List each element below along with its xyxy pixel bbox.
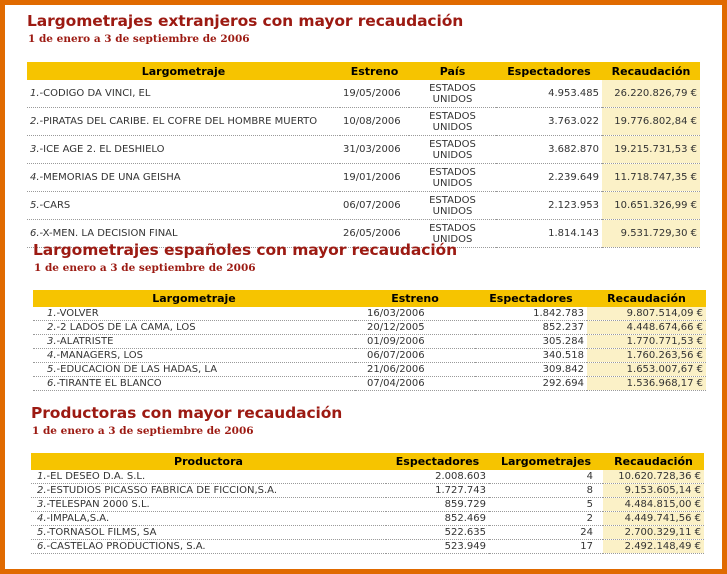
revenue-cell: 4.448.674,66 € — [587, 321, 706, 335]
name-cell — [27, 164, 340, 192]
release-date-cell: 20/12/2005 — [355, 321, 475, 335]
viewers-cell: 1.814.143 — [496, 220, 602, 248]
viewers-cell: 1.842.783 — [475, 307, 587, 321]
title-text: -ESTUDIOS PICASSO FABRICA DE FICCION,S.A. — [46, 484, 277, 496]
table-row — [33, 363, 706, 377]
revenue-cell: 1.770.771,53 € — [587, 335, 706, 349]
viewers-cell: 340.518 — [475, 349, 587, 363]
table-row — [33, 307, 706, 321]
title-text: -CASTELAO PRODUCTIONS, S.A. — [46, 540, 206, 552]
revenue-cell: 26.220.826,79 € — [602, 80, 700, 108]
name-cell — [33, 321, 355, 335]
country-cell: ESTADOS UNIDOS — [409, 164, 496, 192]
release-date-cell: 21/06/2006 — [355, 363, 475, 377]
rank-index: 1. — [47, 307, 57, 319]
header-espectadores: Espectadores — [386, 453, 489, 470]
title-text: -TORNASOL FILMS, SA — [46, 526, 157, 538]
viewers-cell: 522.635 — [386, 526, 489, 540]
name-cell — [33, 349, 355, 363]
name-cell — [27, 108, 340, 136]
table-row — [33, 335, 706, 349]
table-row — [31, 512, 704, 526]
country-cell: ESTADOS UNIDOS — [409, 136, 496, 164]
header-estreno: Estreno — [355, 290, 475, 307]
header-largometraje: Largometraje — [33, 290, 355, 307]
name-cell — [31, 484, 386, 498]
name-cell — [31, 470, 386, 484]
producers-table — [31, 453, 704, 554]
films-count-cell: 5 — [489, 498, 603, 512]
title-text: -TELESPAN 2000 S.L. — [46, 498, 150, 510]
rank-index: 6. — [30, 228, 40, 239]
viewers-cell: 4.953.485 — [496, 80, 602, 108]
release-date-cell: 19/01/2006 — [340, 164, 409, 192]
table-row — [31, 470, 704, 484]
header-espectadores: Espectadores — [496, 62, 602, 80]
revenue-cell: 1.536.968,17 € — [587, 377, 706, 391]
viewers-cell: 292.694 — [475, 377, 587, 391]
films-count-cell: 17 — [489, 540, 603, 554]
revenue-cell: 9.531.729,30 € — [602, 220, 700, 248]
header-largometrajes: Largometrajes — [489, 453, 603, 470]
rank-index: 6. — [37, 540, 47, 552]
section2-title: Largometrajes españoles con mayor recaudación — [33, 241, 458, 259]
name-cell — [27, 192, 340, 220]
viewers-cell: 2.239.649 — [496, 164, 602, 192]
name-cell — [33, 377, 355, 391]
rank-index: 1. — [30, 88, 40, 99]
rank-index: 4. — [30, 172, 40, 183]
rank-index: 3. — [47, 335, 57, 347]
revenue-cell: 1.653.007,67 € — [587, 363, 706, 377]
title-text: -MEMORIAS DE UNA GEISHA — [39, 172, 181, 183]
viewers-cell: 1.727.743 — [386, 484, 489, 498]
revenue-cell: 11.718.747,35 € — [602, 164, 700, 192]
films-count-cell: 24 — [489, 526, 603, 540]
title-text: -ICE AGE 2. EL DESHIELO — [39, 144, 165, 155]
table-row — [27, 136, 700, 164]
name-cell — [27, 136, 340, 164]
table-row — [27, 80, 700, 108]
header-pais: País — [409, 62, 496, 80]
revenue-cell: 4.449.741,56 € — [603, 512, 704, 526]
title-text: -MANAGERS, LOS — [56, 349, 143, 361]
section1-title: Largometrajes extranjeros con mayor recaudación — [27, 12, 464, 30]
viewers-cell: 852.237 — [475, 321, 587, 335]
release-date-cell: 31/03/2006 — [340, 136, 409, 164]
table-row — [27, 108, 700, 136]
release-date-cell: 16/03/2006 — [355, 307, 475, 321]
table-row — [33, 377, 706, 391]
revenue-cell: 19.776.802,84 € — [602, 108, 700, 136]
title-text: -ALATRISTE — [56, 335, 114, 347]
country-cell: ESTADOS UNIDOS — [409, 192, 496, 220]
rank-index: 1. — [37, 470, 47, 482]
viewers-cell: 305.284 — [475, 335, 587, 349]
table-row — [31, 526, 704, 540]
title-text: -TIRANTE EL BLANCO — [56, 377, 162, 389]
films-count-cell: 8 — [489, 484, 603, 498]
table-row — [33, 349, 706, 363]
viewers-cell: 523.949 — [386, 540, 489, 554]
name-cell — [31, 540, 386, 554]
viewers-cell: 309.842 — [475, 363, 587, 377]
rank-index: 2. — [47, 321, 57, 333]
title-text: -CODIGO DA VINCI, EL — [39, 88, 151, 99]
title-text: -X-MEN. LA DECISION FINAL — [39, 228, 178, 239]
header-recaudacion: Recaudación — [587, 290, 706, 307]
title-text: -IMPALA,S.A. — [46, 512, 110, 524]
name-cell — [27, 80, 340, 108]
rank-index: 3. — [30, 144, 40, 155]
rank-index: 5. — [37, 526, 47, 538]
table-row — [27, 164, 700, 192]
rank-index: 6. — [47, 377, 57, 389]
rank-index: 5. — [30, 200, 40, 211]
revenue-cell: 9.807.514,09 € — [587, 307, 706, 321]
name-cell — [33, 307, 355, 321]
name-cell — [31, 526, 386, 540]
section3-title: Productoras con mayor recaudación — [31, 404, 343, 422]
release-date-cell: 01/09/2006 — [355, 335, 475, 349]
rank-index: 2. — [37, 484, 47, 496]
country-cell: ESTADOS UNIDOS — [409, 80, 496, 108]
header-espectadores: Espectadores — [475, 290, 587, 307]
viewers-cell: 3.763.022 — [496, 108, 602, 136]
table-header-row — [31, 453, 704, 470]
revenue-cell: 2.492.148,49 € — [603, 540, 704, 554]
rank-index: 3. — [37, 498, 47, 510]
name-cell — [31, 498, 386, 512]
table-header-row — [27, 62, 700, 80]
table-row — [31, 540, 704, 554]
rank-index: 4. — [47, 349, 57, 361]
section1-subtitle: 1 de enero a 3 de septiembre de 2006 — [28, 33, 250, 45]
revenue-cell: 9.153.605,14 € — [603, 484, 704, 498]
title-text: -2 LADOS DE LA CAMA, LOS — [56, 321, 196, 333]
release-date-cell: 26/05/2006 — [340, 220, 409, 248]
table-row — [31, 484, 704, 498]
revenue-cell: 10.651.326,99 € — [602, 192, 700, 220]
rank-index: 2. — [30, 116, 40, 127]
name-cell — [31, 512, 386, 526]
viewers-cell: 859.729 — [386, 498, 489, 512]
foreign-films-table — [27, 62, 700, 248]
country-cell: ESTADOS UNIDOS — [409, 220, 496, 248]
viewers-cell: 2.123.953 — [496, 192, 602, 220]
viewers-cell: 2.008.603 — [386, 470, 489, 484]
header-estreno: Estreno — [340, 62, 409, 80]
revenue-cell: 1.760.263,56 € — [587, 349, 706, 363]
country-cell: ESTADOS UNIDOS — [409, 108, 496, 136]
rank-index: 5. — [47, 363, 57, 375]
section2-subtitle: 1 de enero a 3 de septiembre de 2006 — [34, 262, 256, 274]
title-text: -EL DESEO D.A. S.L. — [46, 470, 146, 482]
title-text: -EDUCACION DE LAS HADAS, LA — [56, 363, 218, 375]
films-count-cell: 2 — [489, 512, 603, 526]
viewers-cell: 852.469 — [386, 512, 489, 526]
release-date-cell: 06/07/2006 — [340, 192, 409, 220]
viewers-cell: 3.682.870 — [496, 136, 602, 164]
release-date-cell: 19/05/2006 — [340, 80, 409, 108]
table-row — [27, 192, 700, 220]
revenue-cell: 19.215.731,53 € — [602, 136, 700, 164]
rank-index: 4. — [37, 512, 47, 524]
header-productora: Productora — [31, 453, 386, 470]
table-row — [31, 498, 704, 512]
header-recaudacion: Recaudación — [602, 62, 700, 80]
header-largometraje: Largometraje — [27, 62, 340, 80]
release-date-cell: 10/08/2006 — [340, 108, 409, 136]
header-recaudacion: Recaudación — [603, 453, 704, 470]
name-cell — [33, 363, 355, 377]
title-text: -PIRATAS DEL CARIBE. EL COFRE DEL HOMBRE MUERTO — [39, 116, 318, 127]
title-text: -VOLVER — [56, 307, 99, 319]
title-text: -CARS — [39, 200, 71, 211]
table-header-row — [33, 290, 706, 307]
table-row — [33, 321, 706, 335]
spanish-films-table — [33, 290, 706, 391]
revenue-cell: 4.484.815,00 € — [603, 498, 704, 512]
revenue-cell: 2.700.329,11 € — [603, 526, 704, 540]
section3-subtitle: 1 de enero a 3 de septiembre de 2006 — [32, 425, 254, 437]
films-count-cell: 4 — [489, 470, 603, 484]
release-date-cell: 07/04/2006 — [355, 377, 475, 391]
release-date-cell: 06/07/2006 — [355, 349, 475, 363]
name-cell — [33, 335, 355, 349]
revenue-cell: 10.620.728,36 € — [603, 470, 704, 484]
